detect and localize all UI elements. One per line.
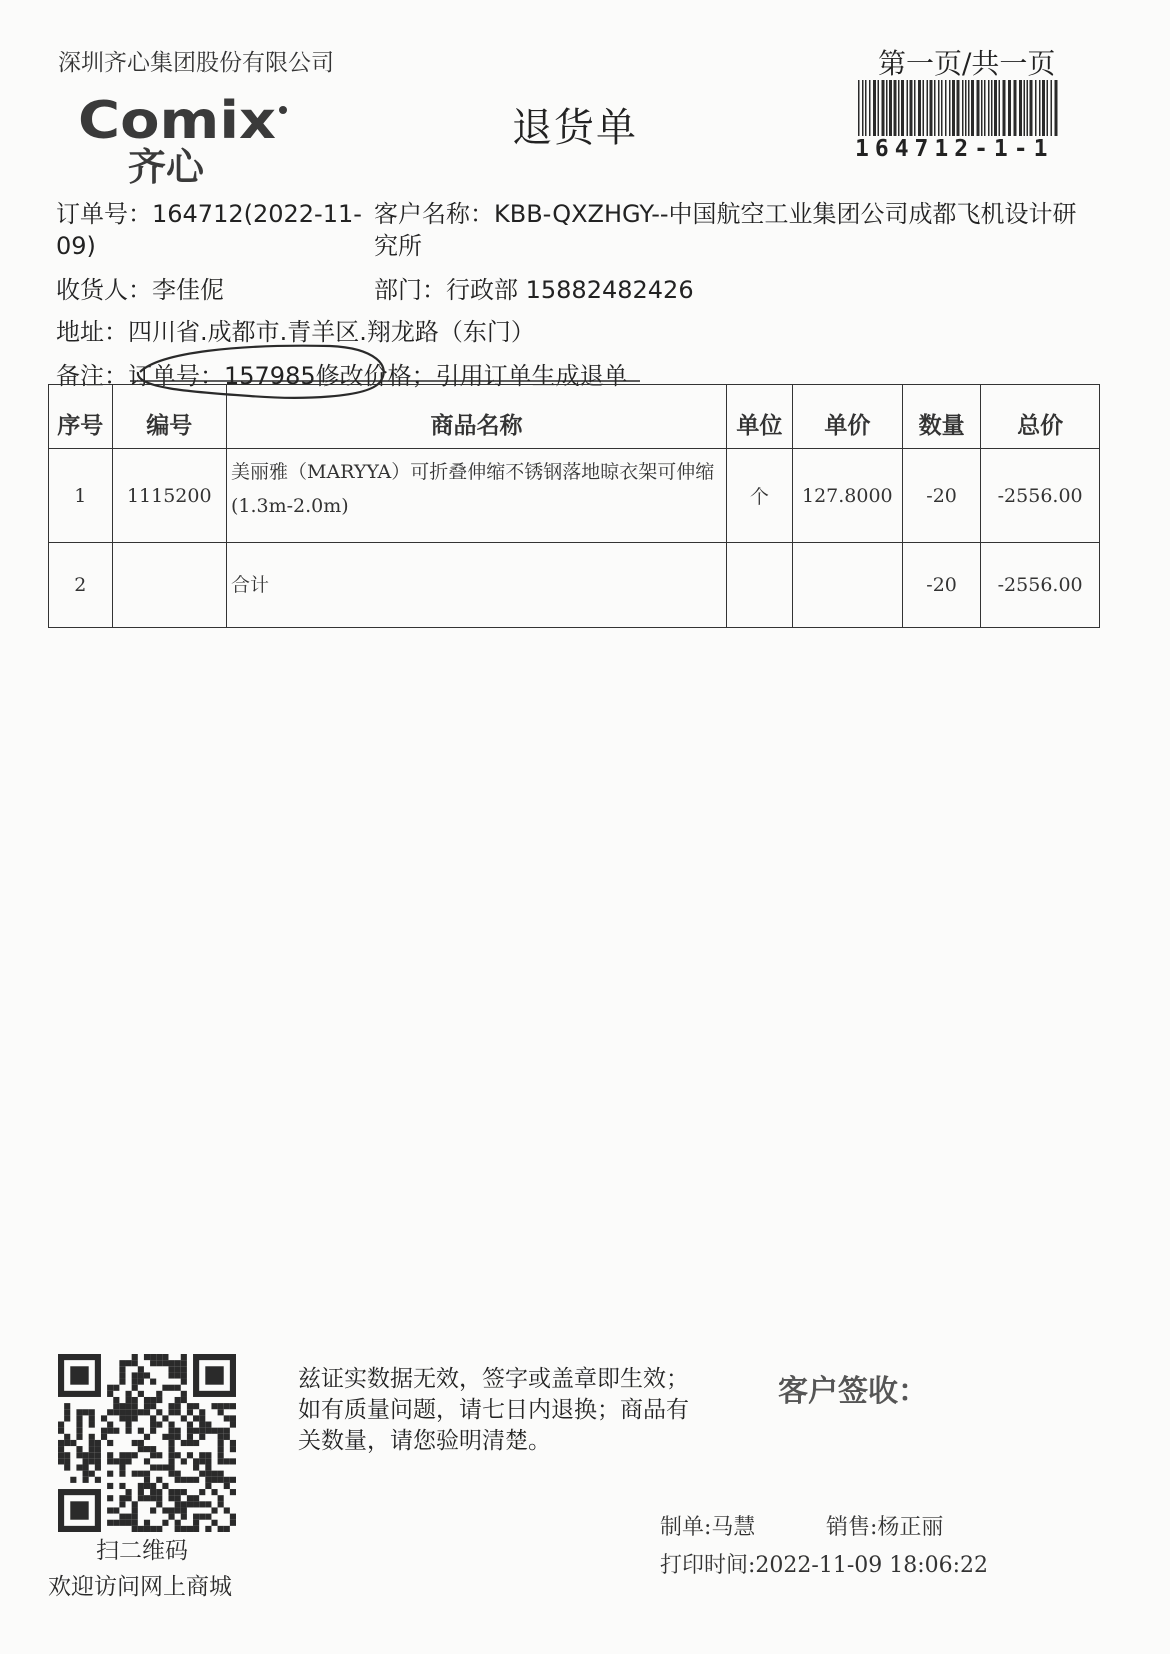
table-row — [49, 449, 1100, 543]
cell-code — [112, 543, 226, 628]
visit-mall-label: 欢迎访问网上商城 — [48, 1574, 232, 1600]
items-table — [48, 384, 1100, 628]
scan-qr-label: 扫二维码 — [96, 1538, 188, 1564]
remark: 备注：订单号：157985修改价格；引用订单生成退单 — [56, 362, 628, 390]
header-seq: 序号 — [49, 385, 113, 449]
comix-logo — [78, 92, 308, 187]
receiver: 收货人：李佳伲 — [56, 276, 224, 304]
document-title: 退货单 — [512, 105, 638, 151]
barcode-number: 164712-1-1 — [855, 136, 1054, 162]
cell-seq: 1 — [49, 449, 113, 543]
header-price: 单价 — [792, 385, 902, 449]
header-unit: 单位 — [727, 385, 793, 449]
department: 部门：行政部 15882482426 — [374, 276, 694, 304]
cell-name: 合计 — [226, 543, 726, 628]
document-maker: 制单:马慧 — [660, 1515, 756, 1540]
cell-total: -2556.00 — [981, 543, 1100, 628]
header-qty: 数量 — [902, 385, 980, 449]
salesperson: 销售:杨正丽 — [826, 1515, 944, 1540]
cell-price: 127.8000 — [792, 449, 902, 543]
cell-seq: 2 — [49, 543, 113, 628]
qr-code — [58, 1354, 236, 1532]
print-time: 打印时间:2022-11-09 18:06:22 — [660, 1553, 989, 1578]
table-row — [49, 543, 1100, 628]
barcode — [858, 80, 1058, 136]
cell-qty: -20 — [902, 449, 980, 543]
address: 地址：四川省.成都市.青羊区.翔龙路（东门） — [56, 318, 535, 346]
table-header-row — [49, 385, 1100, 449]
cell-unit: 个 — [727, 449, 793, 543]
cell-total: -2556.00 — [981, 449, 1100, 543]
notice-text: 兹证实数据无效，签字或盖章即生效；如有质量问题，请七日内退换；商品有关数量，请您验明清楚。 — [298, 1366, 689, 1454]
svg-text:Comix: Comix — [78, 92, 276, 151]
cell-name: 美丽雅（MARYYA）可折叠伸缩不锈钢落地晾衣架可伸缩(1.3m-2.0m) — [226, 449, 726, 543]
page-info: 第一页/共一页 — [878, 47, 1056, 80]
header-name: 商品名称 — [226, 385, 726, 449]
cell-code: 1115200 — [112, 449, 226, 543]
company-name: 深圳齐心集团股份有限公司 — [58, 50, 334, 76]
cell-unit — [727, 543, 793, 628]
customer-sign-label: 客户签收： — [778, 1374, 928, 1409]
cell-price — [792, 543, 902, 628]
svg-text:齐心: 齐心 — [128, 145, 205, 187]
header-total: 总价 — [981, 385, 1100, 449]
customer-name: 客户名称：KBB-QXZHGY--中国航空工业集团公司成都飞机设计研究所 — [374, 200, 1077, 260]
cell-qty: -20 — [902, 543, 980, 628]
order-number: 订单号：164712(2022-11-09) — [56, 200, 362, 260]
header-code: 编号 — [112, 385, 226, 449]
